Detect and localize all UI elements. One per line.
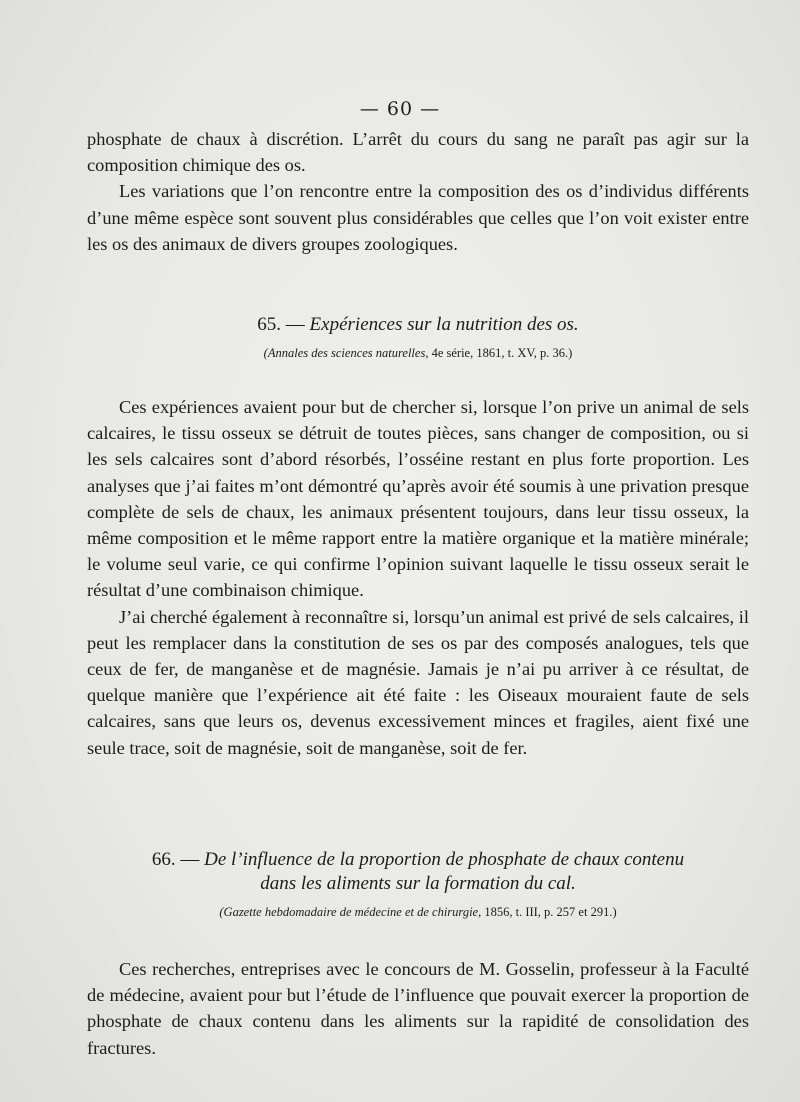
- page-number: — 60 —: [359, 98, 441, 120]
- intro-text: [87, 126, 749, 257]
- paragraph: Les variations que l’on rencontre entre la composition des os d’individus différents d’une même espèce sont souvent plus considérables que celles que l’on voit exister entre les os des animaux de divers groupes zoologiques.: [87, 181, 749, 254]
- section-title-line-1: De l’influence de la proportion de phosphate de chaux contenu: [204, 849, 685, 870]
- section-number: 66. —: [151, 849, 205, 870]
- section-title: Expériences sur la nutrition des os.: [309, 314, 579, 335]
- section-title-line-2: dans les aliments sur la formation du cal.: [260, 873, 576, 894]
- citation-details: 1856, t. III, p. 257 et 291.): [481, 905, 617, 919]
- section-65-heading: [87, 313, 749, 337]
- citation-source: (Gazette hebdomadaire de médecine et de chirurgie,: [219, 905, 482, 919]
- citation-source: (Annales des sciences naturelles,: [263, 346, 429, 360]
- section-number: 65. —: [257, 314, 310, 335]
- paragraph: phosphate de chaux à discrétion. L’arrêt du cours du sang ne paraît pas agir sur la composition chimique des os.: [87, 129, 749, 176]
- paragraph: J’ai cherché également à reconnaître si, lorsqu’un animal est privé de sels calcaires, il peut les remplacer dans la constitution de ses os par des composés analogues, tels que ceux de fer, de manganèse et de magnésie. Jamais je n’ai pu arriver à ce résultat, de quelque manière que l’expérience ait été faite : les Oiseaux mouraient faute de sels calcaires, sans que leurs os, devenus excessivement minces et fragiles, aient fixé une seule trace, soit de magnésie, soit de manganèse, soit de fer.: [87, 606, 749, 758]
- section-66-body: [87, 956, 749, 1061]
- section-66-heading: [87, 848, 749, 896]
- section-65-citation: [87, 346, 749, 361]
- section-65-body: [87, 394, 749, 761]
- paragraph: Ces expériences avaient pour but de chercher si, lorsque l’on prive un animal de sels calcaires, le tissu osseux se détruit de toutes pièces, sans changer de composition, ou si les sels calcaires sont d’abord résorbés, l’osséine restant en plus forte proportion. Les analyses que j’ai faites m’ont démontré qu’après avoir été soumis à une privation presque complète de sels de chaux, les animaux présentent toujours, dans leur tissu osseux, la même composition et le même rapport entre la matière organique et la matière minérale; le volume seul varie, ce qui confirme l’opinion suivant laquelle le tissu osseux serait le résultat d’une combinaison chimique.: [87, 397, 749, 601]
- citation-details: 4e série, 1861, t. XV, p. 36.): [428, 346, 573, 360]
- paragraph: Ces recherches, entreprises avec le concours de M. Gosselin, professeur à la Faculté de médecine, avaient pour but l’étude de l’influence que pouvait exercer la proportion de phosphate de chaux contenu dans les aliments sur la rapidité de consolidation des fractures.: [87, 959, 749, 1058]
- section-66-citation: [87, 905, 749, 920]
